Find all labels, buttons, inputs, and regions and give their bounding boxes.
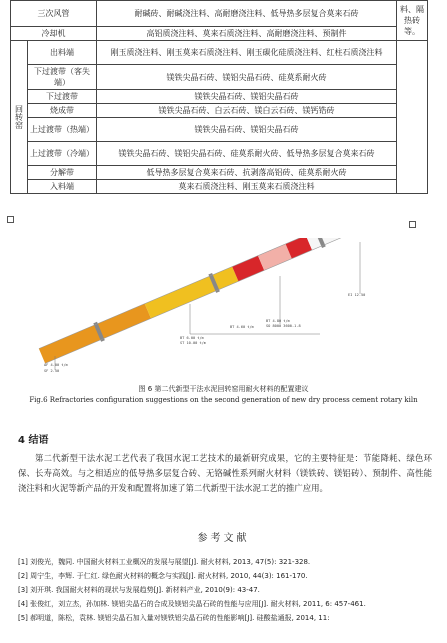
row-materials: 低导热多层复合莫来石砖、抗剥落高铝砖、硅莫系耐火砖 xyxy=(97,166,397,180)
figure-caption-en: Fig.6 Refractories configuration suggestions on the second generation of new dry process cement rotary kiln xyxy=(29,396,418,404)
reference-item: [2] 周宁生，李辉. 于仁红. 绿色耐火材料的概念与实践[J]. 耐火材料, 2010, 44(3): 161-170. xyxy=(18,572,308,580)
kiln-figure xyxy=(30,238,430,378)
row-materials: 高铝质浇注料、莫来石质浇注料、高耐磨浇注料、预制件 xyxy=(97,27,397,41)
fig-label-4: BT 4.60 t/m xyxy=(230,325,254,329)
row-materials: 耐碱砖、耐碱浇注料、高耐磨浇注料、低导热多层复合莫来石砖 xyxy=(97,1,397,27)
row-materials: 镁铁尖晶石砖、镁铝尖晶石砖 xyxy=(97,90,397,104)
row-name: 上过渡带（冷端） xyxy=(28,142,97,166)
references-title: 参考文献 xyxy=(197,533,250,544)
refractory-table xyxy=(10,0,428,194)
row-name: 上过渡带（热端） xyxy=(28,118,97,142)
fig-label-1: SF 2.50 xyxy=(44,369,60,373)
row-name: 冷却机 xyxy=(11,27,97,41)
table-row xyxy=(11,118,428,142)
row-materials: 莫来石质浇注料、刚玉莫来石质浇注料 xyxy=(97,180,397,194)
kiln-segment-gold xyxy=(145,267,239,319)
row-materials: 镁铁尖晶石砖、镁铝尖晶石砖 xyxy=(97,118,397,142)
row-materials: 镁铁尖晶石砖、镁铝尖晶石砖、硅莫系耐火砖 xyxy=(97,65,397,90)
table-row xyxy=(11,65,428,90)
fig-label-0: AF 4.00 t/m xyxy=(44,363,68,367)
row-name: 烧成带 xyxy=(28,104,97,118)
section-label: 回转窑 xyxy=(11,41,28,194)
reference-item: [4] 张俊红，刘立杰，孙加林. 镁铝尖晶石的合成及镁铝尖晶石砖的性能与应用[J]. 耐火材料, 2011, 6: 457-461. xyxy=(18,600,366,608)
fig-label-7: EI 12.50 xyxy=(348,293,366,297)
fig-label-6: SO 8000 3600-1.8 xyxy=(266,324,301,328)
row-materials: 镁铁尖晶石砖、白云石砖、镁白云石砖、镁钙锆砖 xyxy=(97,104,397,118)
row-name: 下过渡带（客失端） xyxy=(28,65,97,90)
kiln-segment-pink xyxy=(258,244,292,270)
conclusion-paragraph: 第二代新型干法水泥工艺代表了我国水泥工艺技术的最新研究成果，它的主要特征是：节能降耗、绿色环保、长寿高效。与之相适应的低导热多层复合砖、无铬碱性系列耐火材料（镁铁砖、镁铝砖）、预制件、高性能浇注料和火泥等新产品的开发和配置将加速了第二代新型干法水泥工艺的推广应用。 xyxy=(18,453,432,493)
table-row xyxy=(11,41,428,65)
table-row xyxy=(11,142,428,166)
table-row xyxy=(11,166,428,180)
table-handle-left[interactable] xyxy=(7,216,14,223)
reference-item: [1] 刘俊光，魏同. 中国耐火材料工业概况的发展与展望[J]. 耐火材料, 2013, 47(5): 321-328. xyxy=(18,558,311,566)
row-name: 入料端 xyxy=(28,180,97,194)
row-name: 分解带 xyxy=(28,166,97,180)
row-extra-empty xyxy=(397,41,428,194)
row-extra xyxy=(397,1,428,41)
kiln-segment-orange xyxy=(39,304,151,364)
table-handle-right[interactable] xyxy=(409,221,416,228)
table-row xyxy=(11,104,428,118)
extra-line-2: 热砖等。 xyxy=(404,16,420,36)
fig-label-2: BT 6.00 t/m xyxy=(180,336,204,340)
figure-caption-cn: 图 6 第二代新型干法水泥回转窑用耐火材料的配置建议 xyxy=(138,385,309,393)
row-materials: 刚玉质浇注料、刚玉莫来石质浇注料、刚玉碳化硅质浇注料、红柱石质浇注料 xyxy=(97,41,397,65)
table-row xyxy=(11,1,428,27)
reference-item: [5] 郝明道，陈松，袁林. 镁铝尖晶石加入量对镁铁铝尖晶石砖的性能影响[J]. 硅酸盐通报, 2014, 11: xyxy=(18,614,330,622)
row-materials: 镁铁尖晶石砖、镁铝尖晶石砖、硅莫系耐火砖、低导热多层复合莫来石砖 xyxy=(97,142,397,166)
references-list xyxy=(18,555,432,625)
table-row xyxy=(11,90,428,104)
table-row xyxy=(11,27,428,41)
extra-line-1: 料、隔 xyxy=(400,5,424,14)
row-name: 三次风管 xyxy=(11,1,97,27)
fig-label-5: BT 4.80 t/m xyxy=(266,319,290,323)
fig-label-3: ST 10.00 t/m xyxy=(180,341,206,345)
section-heading: 4 结语 xyxy=(18,435,49,446)
reference-item: [3] 刘开琪. 我国耐火材料的现状与发展趋势[J]. 新材料产业, 2010(9): 43-47. xyxy=(18,586,260,594)
table-row xyxy=(11,180,428,194)
row-name: 出料端 xyxy=(28,41,97,65)
row-name: 下过渡带 xyxy=(28,90,97,104)
